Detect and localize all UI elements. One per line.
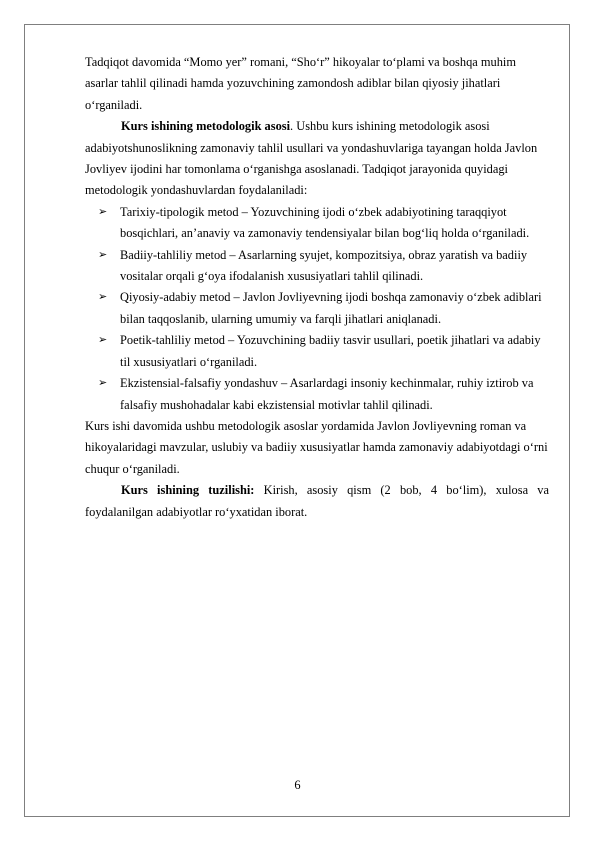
method-text: Ekzistensial-falsafiy yondashuv – Asarlardagi insoniy kechinmalar, ruhiy iztirob va falsafiy mushohadalar kabi ekzistensial motivlar tahlil qilinadi. xyxy=(120,376,534,412)
list-item xyxy=(85,245,549,288)
arrow-bullet-icon: ➢ xyxy=(98,377,108,390)
structure-paragraph xyxy=(85,480,549,523)
list-item xyxy=(85,373,549,416)
list-item xyxy=(85,287,549,330)
list-item xyxy=(85,330,549,373)
arrow-bullet-icon: ➢ xyxy=(98,334,108,347)
conclusion-paragraph: Kurs ishi davomida ushbu metodologik asoslar yordamida Javlon Jovliyevning roman va hikoyalaridagi mavzular, uslubiy va badiiy xususiyatlar hamda zamonaviy adabiyotdagi o‘rni chuqur o‘rganiladi. xyxy=(85,418,548,476)
list-item xyxy=(85,202,549,245)
method-text: Qiyosiy-adabiy metod – Javlon Jovliyevning ijodi boshqa zamonaviy o‘zbek adiblari bilan taqqoslanib, ularning umumiy va farqli jihatlari aniqlanadi. xyxy=(120,290,542,326)
methodology-paragraph xyxy=(85,116,549,202)
structure-heading: Kurs ishining tuzilishi: xyxy=(121,483,255,498)
document-body xyxy=(85,52,549,523)
page-number: 6 xyxy=(294,778,301,792)
method-text: Badiiy-tahliliy metod – Asarlarning syujet, kompozitsiya, obraz yaratish va badiiy vositalar orqali g‘oya ifodalanish xususiyatlari tahlil qilinadi. xyxy=(120,247,528,284)
method-text: Poetik-tahliliy metod – Yozuvchining badiiy tasvir usullari, poetik jihatlari va adabiy til xususiyatlari o‘rganiladi. xyxy=(120,333,541,369)
arrow-bullet-icon: ➢ xyxy=(98,248,108,261)
arrow-bullet-icon: ➢ xyxy=(98,205,108,218)
arrow-bullet-icon: ➢ xyxy=(98,291,108,304)
methodology-text: . Ushbu kurs ishining metodologik asosi adabiyotshunoslikning zamonaviy tahlil usullari va yondashuvlariga tayangan holda Javlon Jovliyev ijodini har tomonlama o‘rganishga asoslanadi. Tadqiqot jarayonida quyidagi metodologik yondashuvlardan foydalaniladi: xyxy=(85,119,538,198)
intro-paragraph: Tadqiqot davomida “Momo yer” romani, “Sho‘r” hikoyalar to‘plami va boshqa muhim asarlar tahlil qilinadi hamda yozuvchining zamondosh adiblar bilan qiyosiy jihatlari o‘rganiladi. xyxy=(85,55,516,112)
methods-list xyxy=(85,202,549,416)
structure-text: Kirish, asosiy qism (2 bob, 4 bo‘lim), xulosa va foydalanilgan adabiyotlar ro‘yxatidan iborat. xyxy=(85,483,549,519)
methodology-heading: Kurs ishining metodologik asosi xyxy=(121,119,291,134)
method-text: Tarixiy-tipologik metod – Yozuvchining ijodi o‘zbek adabiyotining taraqqiyot bosqichlari, an’anaviy va zamonaviy tendensiyalar bilan bog‘liq holda o‘rganiladi. xyxy=(120,204,530,241)
